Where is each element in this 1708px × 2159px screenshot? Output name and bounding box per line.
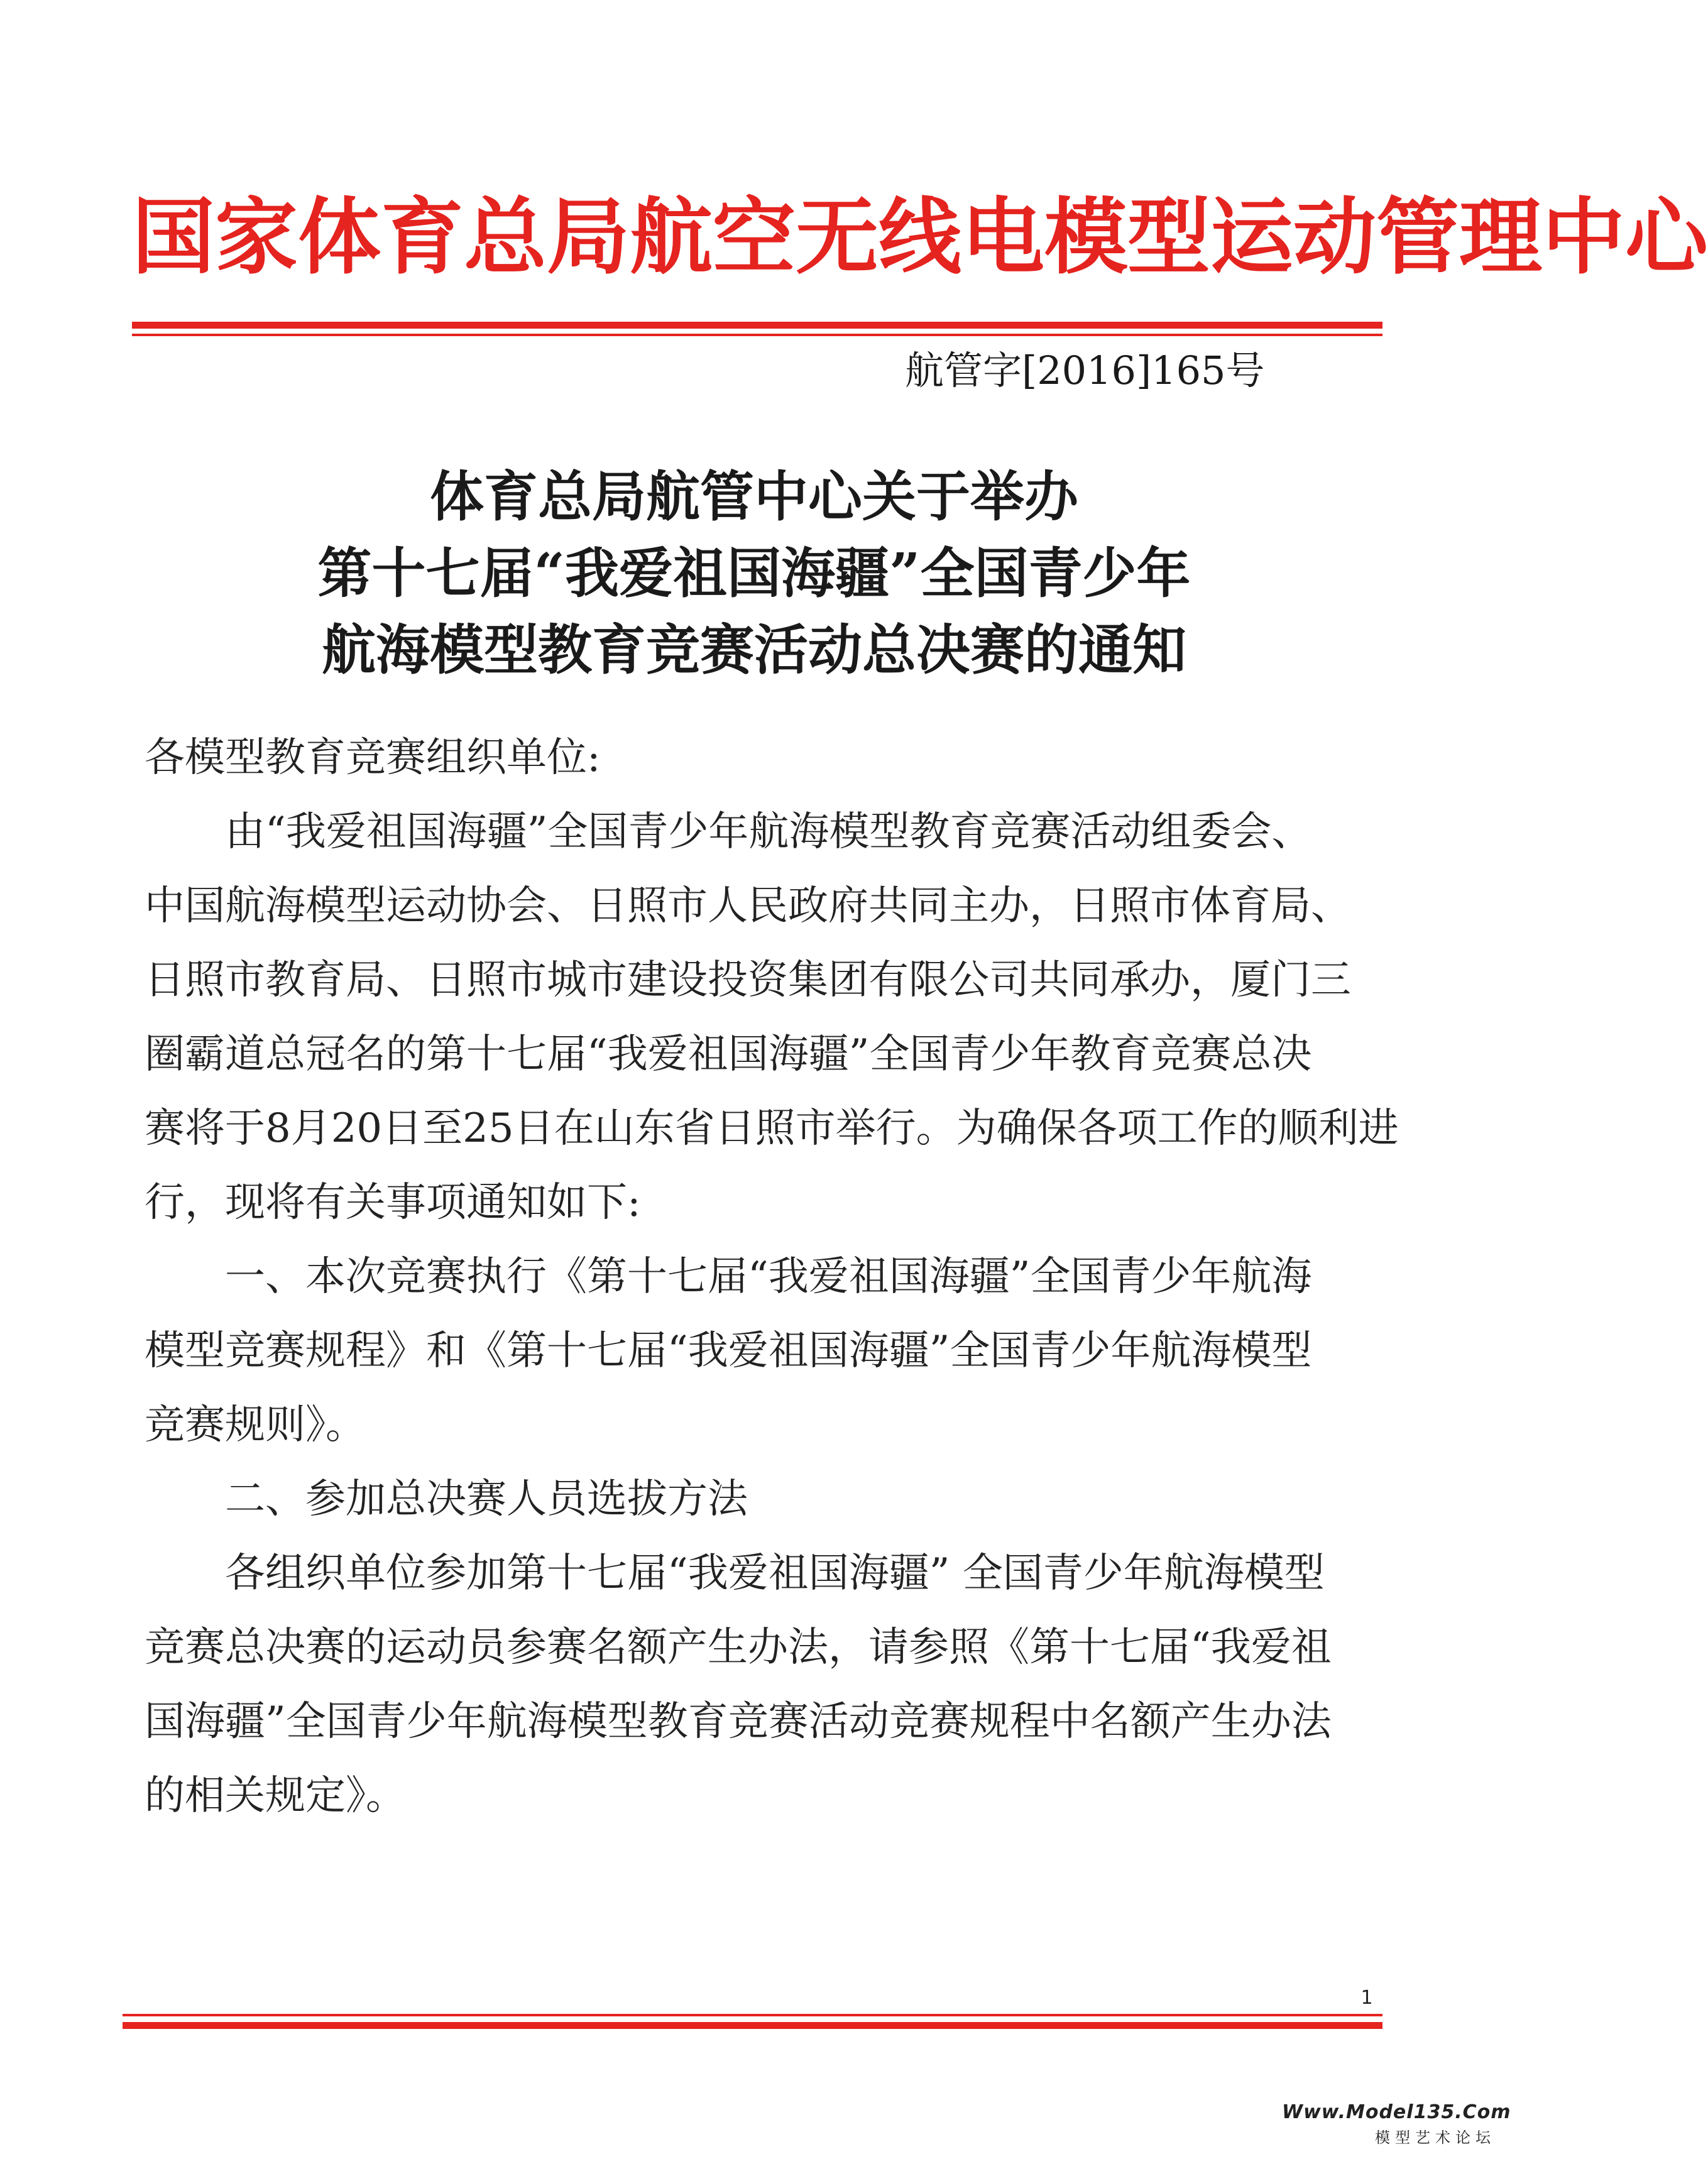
title-line-3: 航海模型教育竞赛活动总决赛的通知 [322, 618, 1186, 682]
body-line: 竞赛规则》。 [145, 1402, 366, 1448]
notice-title [126, 459, 1382, 689]
body-line: 日照市教育局、日照市城市建设投资集团有限公司共同承办，厦门三 [145, 957, 1351, 1003]
body-line: 竞赛总决赛的运动员参赛名额产生办法，请参照《第十七届“我爱祖 [145, 1624, 1332, 1671]
body-line: 的相关规定》。 [145, 1773, 406, 1819]
body-line: 圈霸道总冠名的第十七届“我爱祖国海疆”全国青少年教育竞赛总决 [145, 1031, 1312, 1078]
body-text [145, 721, 1399, 1833]
body-line: 一、本次竞赛执行《第十七届“我爱祖国海疆”全国青少年航海 [145, 1254, 1312, 1300]
watermark-url: Www.Model135.Com [1282, 2101, 1511, 2123]
body-line: 各组织单位参加第十七届“我爱祖国海疆” 全国青少年航海模型 [145, 1550, 1325, 1597]
body-line: 由“我爱祖国海疆”全国青少年航海模型教育竞赛活动组委会、 [145, 809, 1312, 855]
footer-rule-thin [123, 2014, 1382, 2016]
body-line: 二、参加总决赛人员选拔方法 [145, 1476, 748, 1522]
body-line: 国海疆”全国青少年航海模型教育竞赛活动竞赛规程中名额产生办法 [145, 1698, 1332, 1745]
header-rule-thin [132, 334, 1382, 336]
page-number: 1 [1360, 1987, 1373, 2009]
body-line: 中国航海模型运动协会、日照市人民政府共同主办，日照市体育局、 [145, 883, 1351, 929]
body-line: 模型竞赛规程》和《第十七届“我爱祖国海疆”全国青少年航海模型 [145, 1328, 1312, 1374]
footer-rule-thick [123, 2022, 1382, 2029]
watermark [1282, 2099, 1511, 2155]
title-line-1: 体育总局航管中心关于举办 [430, 465, 1078, 528]
body-line: 行，现将有关事项通知如下: [145, 1179, 641, 1226]
watermark-name: 模型艺术论坛 [1375, 2129, 1496, 2146]
organization-header: 国家体育总局航空无线电模型运动管理中心 [132, 189, 1708, 286]
body-line: 各模型教育竞赛组织单位: [145, 735, 601, 781]
header-rule-thick [132, 322, 1382, 329]
title-line-2: 第十七届“我爱祖国海疆”全国青少年 [317, 542, 1191, 605]
body-line: 赛将于8月20日至25日在山东省日照市举行。为确保各项工作的顺利进 [145, 1105, 1399, 1152]
document-number: 航管字[2016]165号 [905, 347, 1265, 393]
